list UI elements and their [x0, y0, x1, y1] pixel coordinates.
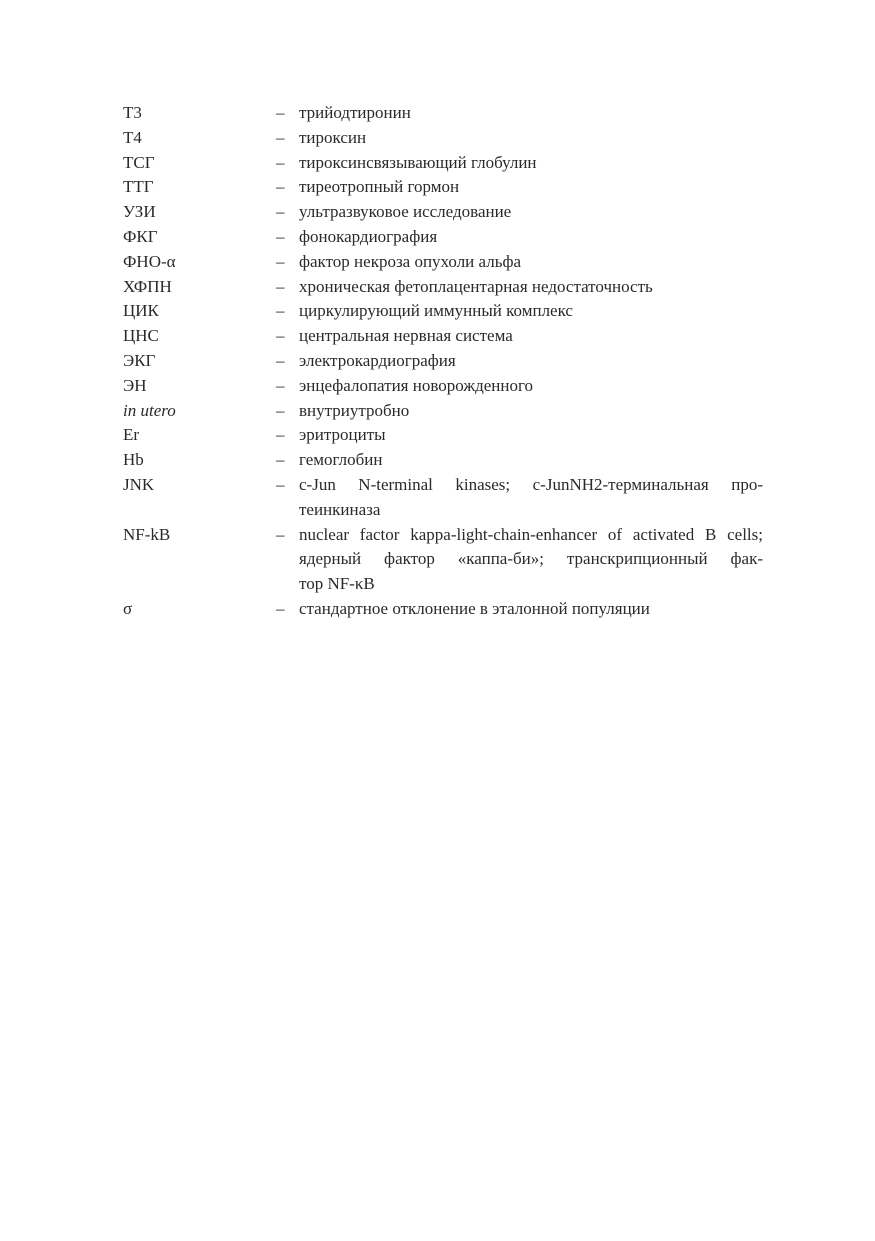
abbreviation-definition [299, 473, 763, 523]
abbreviation-definition: центральная нервная система [299, 326, 513, 346]
separator-dash: – [276, 152, 285, 172]
abbreviation-term: ЭКГ [123, 350, 156, 370]
abbreviation-row [123, 523, 763, 597]
abbreviation-definition: стандартное отклонение в эталонной популяции [299, 598, 650, 618]
abbreviation-definition: тироксинсвязывающий глобулин [299, 152, 537, 172]
separator-dash: – [276, 400, 285, 420]
separator-dash: – [276, 350, 285, 370]
abbreviation-term: ЦНС [123, 326, 159, 346]
separator-dash: – [276, 474, 285, 494]
separator-dash: – [276, 127, 285, 147]
abbreviation-term: ФНО-α [123, 251, 176, 271]
abbreviation-term: Т4 [123, 127, 142, 147]
abbreviation-row [123, 448, 763, 473]
abbreviation-term: Er [123, 425, 140, 445]
abbreviation-definition [299, 523, 763, 597]
separator-dash: – [276, 375, 285, 395]
separator-dash: – [276, 276, 285, 296]
abbreviation-row [123, 200, 763, 225]
abbreviation-term: Hb [123, 450, 144, 470]
separator-dash: – [276, 202, 285, 222]
abbreviation-row [123, 423, 763, 448]
abbreviation-row [123, 299, 763, 324]
abbreviation-term: NF-kB [123, 524, 171, 544]
abbreviation-definition: внутриутробно [299, 400, 410, 420]
abbreviation-definition: тироксин [299, 127, 367, 147]
separator-dash: – [276, 450, 285, 470]
abbreviation-term: ФКГ [123, 226, 158, 246]
definition-line: c-Jun N-terminal kinases; c-JunNH2-терминальная про- [299, 474, 763, 494]
abbreviation-definition: тиреотропный гормон [299, 177, 460, 197]
abbreviation-term: in utero [123, 400, 176, 420]
separator-dash: – [276, 425, 285, 445]
abbreviation-term: ЭН [123, 375, 147, 395]
abbreviation-definition: эритроциты [299, 425, 386, 445]
separator-dash: – [276, 177, 285, 197]
definition-line: ядерный фактор «каппа-би»; транскрипционный фак- [299, 549, 763, 569]
abbreviation-definition: фонокардиография [299, 226, 438, 246]
abbreviation-term: ХФПН [123, 276, 172, 296]
definition-line: тор NF-κB [299, 574, 375, 594]
abbreviation-row [123, 101, 763, 126]
abbreviation-row [123, 225, 763, 250]
abbreviation-term: σ [123, 598, 133, 618]
abbreviation-term: ТТГ [123, 177, 154, 197]
separator-dash: – [276, 326, 285, 346]
abbreviation-definition: электрокардиография [299, 350, 456, 370]
abbreviation-row [123, 399, 763, 424]
abbreviation-term: Т3 [123, 103, 142, 122]
abbreviation-definition: гемоглобин [299, 450, 383, 470]
separator-dash: – [276, 524, 285, 544]
separator-dash: – [276, 598, 285, 618]
separator-dash: – [276, 301, 285, 321]
abbreviation-term: УЗИ [123, 202, 156, 222]
abbreviation-definition: циркулирующий иммунный комплекс [299, 301, 573, 321]
abbreviation-list [123, 101, 763, 622]
abbreviation-definition: энцефалопатия новорожденного [299, 375, 534, 395]
abbreviation-row [123, 473, 763, 523]
abbreviation-definition: фактор некроза опухоли альфа [299, 251, 522, 271]
separator-dash: – [276, 226, 285, 246]
abbreviation-row [123, 126, 763, 151]
abbreviation-row [123, 349, 763, 374]
abbreviation-term: ТСГ [123, 152, 155, 172]
abbreviation-definition: хроническая фетоплацентарная недостаточность [299, 276, 653, 296]
abbreviation-row [123, 275, 763, 300]
abbreviation-row [123, 374, 763, 399]
definition-line: nuclear factor kappa-light-chain-enhancer of activated B cells; [299, 524, 763, 544]
abbreviation-definition: трийодтиронин [299, 103, 411, 122]
abbreviation-row [123, 324, 763, 349]
abbreviation-term: ЦИК [123, 301, 159, 321]
abbreviation-row [123, 151, 763, 176]
abbreviation-row [123, 250, 763, 275]
separator-dash: – [276, 251, 285, 271]
definition-line: теинкиназа [299, 499, 381, 519]
abbreviation-term: JNK [123, 474, 155, 494]
abbreviation-row [123, 597, 763, 622]
separator-dash: – [276, 103, 285, 122]
abbreviation-definition: ультразвуковое исследование [299, 202, 512, 222]
abbreviation-row [123, 175, 763, 200]
